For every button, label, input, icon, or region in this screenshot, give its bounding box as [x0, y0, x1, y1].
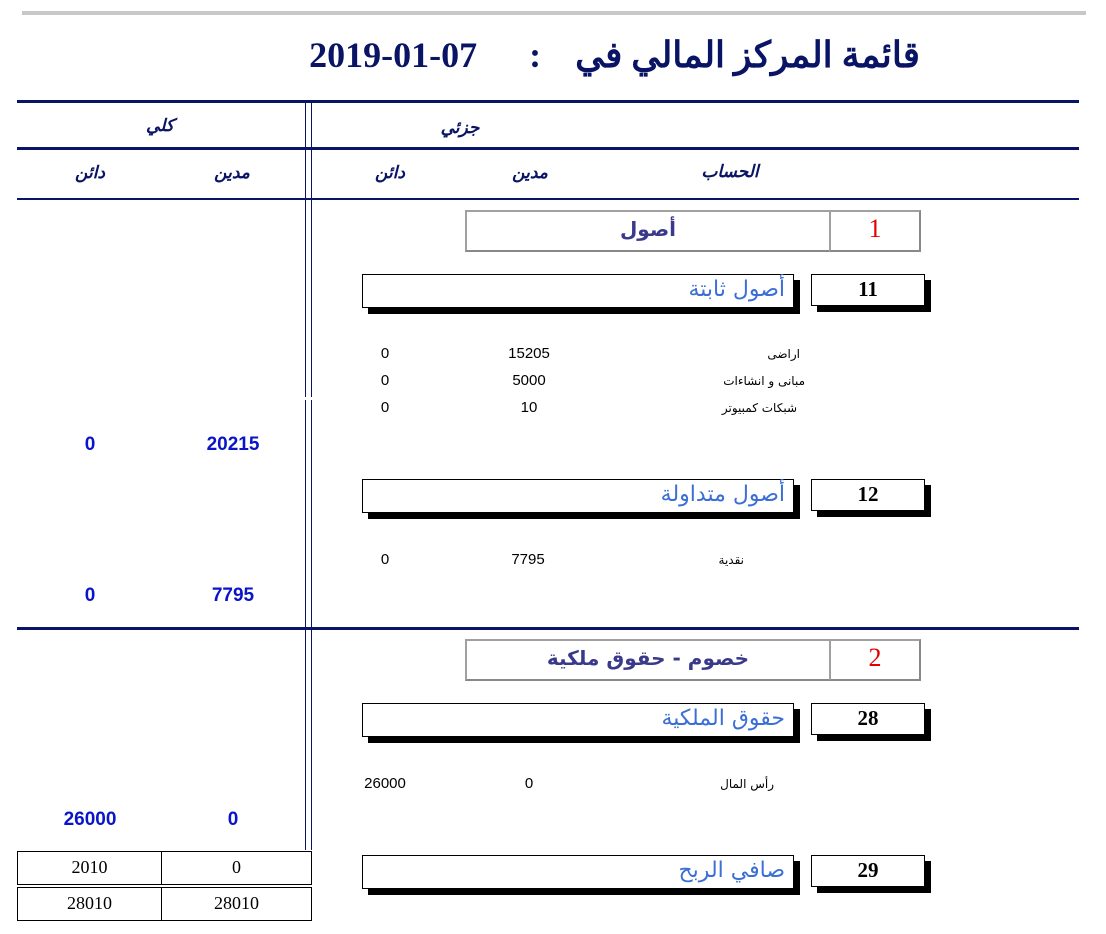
group-name-box: حقوق الملكية	[362, 703, 794, 737]
debit-header: مدين	[512, 163, 548, 183]
group-total-debit: 20215	[206, 434, 260, 455]
credit-value: 26000	[364, 775, 406, 792]
account-header: الحساب	[701, 162, 759, 182]
header-bottom-line	[17, 198, 1079, 200]
credit-total-header: دائن	[75, 163, 105, 183]
top-divider	[22, 11, 1086, 15]
group-number-box: 29	[811, 855, 925, 887]
group-number-box: 11	[811, 274, 925, 306]
report-title	[309, 34, 920, 82]
column-divider-left-top	[305, 100, 306, 397]
report-date: 07-01-2019	[309, 35, 478, 75]
header-top-line	[17, 100, 1079, 103]
credit-value: 0	[380, 345, 390, 362]
section-name-box: خصوم - حقوق ملكية	[465, 639, 831, 681]
group-total-debit: 0	[227, 809, 239, 830]
debit-total-header: مدين	[214, 163, 250, 183]
partial-header: جزئي	[440, 118, 480, 138]
net-profit-debit: 0	[161, 851, 312, 885]
title-separator: :	[529, 35, 542, 75]
credit-value: 0	[380, 399, 390, 416]
debit-value: 7795	[511, 551, 545, 568]
grand-total-credit: 28010	[17, 887, 162, 921]
group-total-debit: 7795	[211, 585, 255, 606]
account-name: شبكات كمبيوتر	[721, 401, 797, 415]
debit-value: 0	[524, 775, 534, 792]
group-name-box: أصول ثابتة	[362, 274, 794, 308]
section-divider	[17, 627, 1079, 630]
net-profit-credit: 2010	[17, 851, 162, 885]
debit-value: 10	[520, 399, 538, 416]
column-divider-right	[311, 400, 312, 850]
total-header: كلي	[146, 116, 174, 136]
credit-header: دائن	[375, 163, 405, 183]
credit-value: 0	[380, 551, 390, 568]
group-total-credit: 26000	[63, 809, 117, 830]
group-total-credit: 0	[84, 434, 96, 455]
account-name: اراضى	[767, 347, 800, 361]
group-name-box: أصول متداولة	[362, 479, 794, 513]
group-number-box: 28	[811, 703, 925, 735]
group-name-box: صافي الربح	[362, 855, 794, 889]
section-number-box: 1	[829, 210, 921, 252]
section-number-box: 2	[829, 639, 921, 681]
credit-value: 0	[380, 372, 390, 389]
column-divider-left	[305, 400, 306, 850]
title-label: قائمة المركز المالي في	[575, 35, 920, 75]
section-name-box: أصول	[465, 210, 831, 252]
debit-value: 5000	[512, 372, 546, 389]
header-mid-line	[17, 147, 1079, 150]
debit-value: 15205	[508, 345, 550, 362]
account-name: رأس المال	[720, 777, 774, 791]
account-name: مبانى و انشاءات	[723, 374, 805, 388]
group-total-credit: 0	[84, 585, 96, 606]
column-divider-right-top	[311, 100, 312, 397]
group-number-box: 12	[811, 479, 925, 511]
account-name: نقدية	[718, 553, 744, 567]
grand-total-debit: 28010	[161, 887, 312, 921]
